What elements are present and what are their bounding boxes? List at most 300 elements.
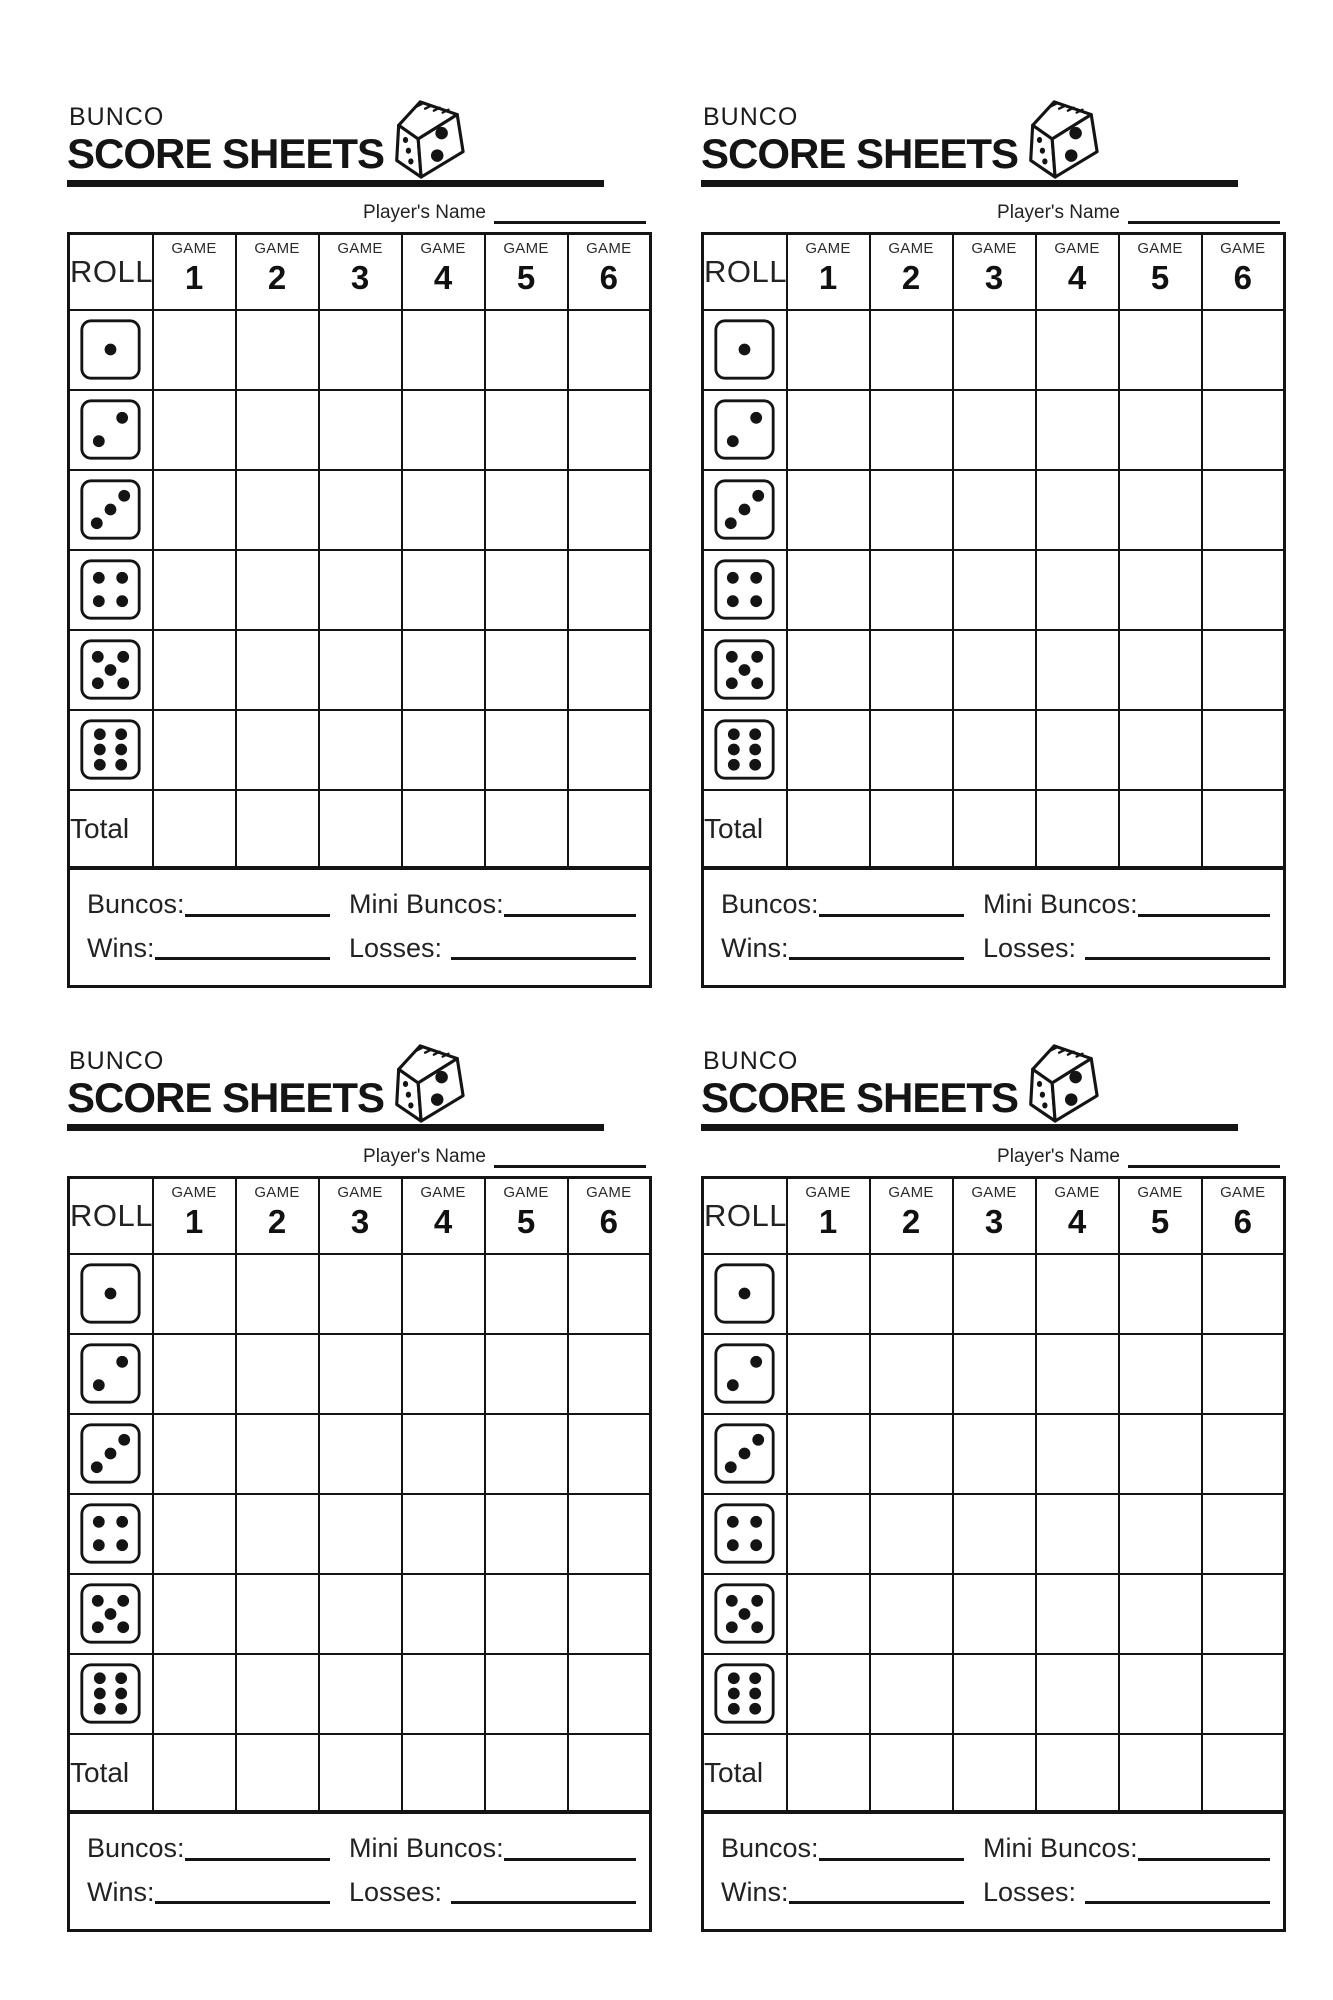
score-cell[interactable] (236, 1574, 319, 1654)
score-cell[interactable] (568, 1654, 651, 1734)
total-cell[interactable] (787, 790, 870, 869)
game-number: 3 (350, 258, 370, 296)
die-1-icon (703, 1254, 787, 1334)
score-cell[interactable] (402, 310, 485, 390)
score-table (701, 232, 1286, 870)
score-cell[interactable] (787, 470, 870, 550)
score-cell[interactable] (1202, 550, 1285, 630)
score-cell[interactable] (870, 1654, 953, 1734)
player-name-label: Player's Name (363, 1145, 486, 1167)
score-cell[interactable] (1036, 1254, 1119, 1334)
total-cell[interactable] (787, 1734, 870, 1813)
sheet-title: SCORE SHEETS (67, 129, 385, 177)
title-underline (67, 1124, 604, 1131)
game-label: GAME (337, 239, 383, 257)
mini-buncos-label: Mini Buncos: (983, 1833, 1138, 1864)
total-cell[interactable] (153, 1734, 236, 1813)
score-cell[interactable] (1036, 1654, 1119, 1734)
score-cell[interactable] (1202, 1654, 1285, 1734)
score-cell[interactable] (953, 470, 1036, 550)
game-header-cell (787, 233, 870, 310)
score-cell[interactable] (953, 1414, 1036, 1494)
score-cell[interactable] (153, 1334, 236, 1414)
title-underline (67, 180, 604, 187)
game-label: GAME (254, 1183, 300, 1201)
score-cell[interactable] (953, 710, 1036, 790)
score-cell[interactable] (568, 310, 651, 390)
sheet-title: SCORE SHEETS (701, 129, 1019, 177)
score-cell[interactable] (153, 470, 236, 550)
game-header-cell (1119, 1177, 1202, 1254)
score-cell[interactable] (953, 550, 1036, 630)
roll-header-cell: ROLL (69, 1177, 153, 1254)
game-number: 2 (267, 1202, 287, 1240)
score-cell[interactable] (402, 710, 485, 790)
score-cell[interactable] (236, 470, 319, 550)
tilted-die-logo-icon (385, 94, 467, 182)
total-cell[interactable] (1036, 1734, 1119, 1813)
sheet-title: SCORE SHEETS (67, 1073, 385, 1121)
score-cell[interactable] (319, 310, 402, 390)
roll-row-2 (69, 1334, 651, 1414)
total-cell[interactable] (402, 1734, 485, 1813)
roll-row-5 (69, 630, 651, 710)
wins-blank-line[interactable] (789, 1901, 965, 1904)
die-3-icon (703, 470, 787, 550)
game-number: 3 (984, 1202, 1004, 1240)
roll-row-1 (703, 310, 1285, 390)
bunco-score-sheet (67, 1048, 652, 1932)
score-cell[interactable] (153, 1414, 236, 1494)
roll-row-3 (703, 1414, 1285, 1494)
buncos-segment (721, 890, 964, 918)
score-cell[interactable] (787, 630, 870, 710)
die-6-icon (69, 1654, 153, 1734)
score-cell[interactable] (953, 1334, 1036, 1414)
score-cell[interactable] (319, 1254, 402, 1334)
score-cell[interactable] (1119, 1494, 1202, 1574)
score-cell[interactable] (153, 550, 236, 630)
score-cell[interactable] (870, 550, 953, 630)
score-cell[interactable] (485, 1494, 568, 1574)
score-cell[interactable] (787, 1654, 870, 1734)
total-row (69, 790, 651, 869)
score-cell[interactable] (402, 390, 485, 470)
score-cell[interactable] (787, 1334, 870, 1414)
die-2-icon (703, 1334, 787, 1414)
score-cell[interactable] (485, 630, 568, 710)
score-cell[interactable] (1036, 550, 1119, 630)
total-cell[interactable] (870, 1734, 953, 1813)
roll-row-5 (703, 630, 1285, 710)
roll-row-3 (69, 470, 651, 550)
mini-buncos-segment (983, 1834, 1270, 1862)
total-row (69, 1734, 651, 1813)
wins-blank-line[interactable] (789, 957, 965, 960)
game-number: 6 (1233, 1202, 1252, 1240)
game-number: 4 (433, 1202, 453, 1240)
score-cell[interactable] (153, 390, 236, 470)
score-cell[interactable] (485, 1574, 568, 1654)
score-cell[interactable] (1036, 470, 1119, 550)
game-label: GAME (1054, 1183, 1100, 1201)
roll-row-5 (703, 1574, 1285, 1654)
score-cell[interactable] (236, 390, 319, 470)
buncos-line-row (721, 1834, 1270, 1862)
title-underline (701, 180, 1238, 187)
tilted-die-logo-icon (1019, 1038, 1101, 1126)
score-cell[interactable] (319, 1654, 402, 1734)
score-cell[interactable] (1119, 550, 1202, 630)
player-name-line[interactable] (1128, 219, 1280, 224)
wins-label: Wins: (721, 932, 789, 963)
losses-segment (983, 1878, 1270, 1906)
score-cell[interactable] (1119, 710, 1202, 790)
game-header-cell (402, 1177, 485, 1254)
score-cell[interactable] (568, 1574, 651, 1654)
score-cell[interactable] (153, 1654, 236, 1734)
mini-buncos-blank-line[interactable] (504, 1858, 636, 1861)
mini-buncos-label: Mini Buncos: (349, 889, 504, 920)
game-header-cell (870, 1177, 953, 1254)
score-cell[interactable] (1036, 390, 1119, 470)
score-cell[interactable] (787, 390, 870, 470)
score-cell[interactable] (402, 1334, 485, 1414)
game-label: GAME (171, 1183, 217, 1201)
die-2-icon (703, 390, 787, 470)
game-label: GAME (1220, 239, 1266, 257)
roll-row-6 (703, 1654, 1285, 1734)
roll-row-1 (69, 1254, 651, 1334)
score-cell[interactable] (870, 310, 953, 390)
buncos-segment (87, 890, 330, 918)
mini-buncos-segment (349, 1834, 636, 1862)
total-cell[interactable] (485, 1734, 568, 1813)
die-1-icon (69, 1254, 153, 1334)
score-cell[interactable] (1202, 390, 1285, 470)
score-cell[interactable] (953, 1654, 1036, 1734)
losses-blank-line[interactable] (1085, 1901, 1270, 1904)
score-cell[interactable] (953, 390, 1036, 470)
score-cell[interactable] (236, 310, 319, 390)
player-name-line[interactable] (494, 219, 646, 224)
total-cell[interactable] (236, 790, 319, 869)
total-cell[interactable] (1036, 790, 1119, 869)
player-name-line[interactable] (494, 1163, 646, 1168)
score-cell[interactable] (1202, 470, 1285, 550)
score-cell[interactable] (1202, 1574, 1285, 1654)
score-cell[interactable] (1119, 470, 1202, 550)
total-cell[interactable] (1119, 1734, 1202, 1813)
sheet-header (701, 104, 1286, 187)
score-cell[interactable] (319, 1494, 402, 1574)
game-header-cell (236, 233, 319, 310)
score-cell[interactable] (402, 550, 485, 630)
game-label: GAME (586, 239, 632, 257)
total-cell[interactable] (1202, 790, 1285, 869)
score-cell[interactable] (870, 1334, 953, 1414)
die-5-icon (703, 1574, 787, 1654)
die-2-icon (69, 1334, 153, 1414)
mini-buncos-blank-line[interactable] (1138, 1858, 1270, 1861)
tilted-die-logo-icon (385, 1038, 467, 1126)
game-header-cell (953, 1177, 1036, 1254)
total-cell[interactable] (953, 1734, 1036, 1813)
score-cell[interactable] (485, 390, 568, 470)
total-cell[interactable] (319, 1734, 402, 1813)
score-cell[interactable] (1119, 390, 1202, 470)
game-header-cell (236, 1177, 319, 1254)
total-cell[interactable] (402, 790, 485, 869)
score-cell[interactable] (1202, 1334, 1285, 1414)
game-label: GAME (503, 1183, 549, 1201)
total-cell[interactable] (236, 1734, 319, 1813)
score-cell[interactable] (787, 1494, 870, 1574)
score-cell[interactable] (1202, 1494, 1285, 1574)
score-cell[interactable] (787, 550, 870, 630)
score-cell[interactable] (787, 1254, 870, 1334)
score-cell[interactable] (1119, 1574, 1202, 1654)
score-cell[interactable] (402, 630, 485, 710)
score-cell[interactable] (1119, 310, 1202, 390)
score-cell[interactable] (236, 1654, 319, 1734)
score-cell[interactable] (319, 390, 402, 470)
score-cell[interactable] (402, 1654, 485, 1734)
game-header-cell (1119, 233, 1202, 310)
score-cell[interactable] (236, 1414, 319, 1494)
total-cell[interactable] (1202, 1734, 1285, 1813)
score-cell[interactable] (1036, 630, 1119, 710)
score-cell[interactable] (953, 1254, 1036, 1334)
game-number: 3 (350, 1202, 370, 1240)
losses-blank-line[interactable] (1085, 957, 1270, 960)
score-cell[interactable] (485, 470, 568, 550)
score-cell[interactable] (953, 310, 1036, 390)
game-number: 1 (818, 1202, 838, 1240)
score-cell[interactable] (787, 310, 870, 390)
roll-header-cell: ROLL (703, 233, 787, 310)
score-cell[interactable] (568, 710, 651, 790)
losses-blank-line[interactable] (451, 957, 636, 960)
score-cell[interactable] (1119, 1654, 1202, 1734)
score-cell[interactable] (568, 630, 651, 710)
score-cell[interactable] (1119, 630, 1202, 710)
score-cell[interactable] (236, 1254, 319, 1334)
game-label: GAME (971, 239, 1017, 257)
game-number: 4 (1067, 258, 1087, 296)
roll-row-4 (703, 1494, 1285, 1574)
score-cell[interactable] (1036, 310, 1119, 390)
score-cell[interactable] (1202, 710, 1285, 790)
score-cell[interactable] (1119, 1254, 1202, 1334)
score-cell[interactable] (870, 1414, 953, 1494)
brand-text: BUNCO (69, 103, 165, 131)
score-cell[interactable] (485, 1414, 568, 1494)
roll-header-cell: ROLL (69, 233, 153, 310)
score-cell[interactable] (236, 710, 319, 790)
brand-text: BUNCO (703, 1047, 799, 1076)
score-cell[interactable] (319, 550, 402, 630)
score-cell[interactable] (153, 1574, 236, 1654)
score-cell[interactable] (1036, 710, 1119, 790)
buncos-line-row (721, 890, 1270, 918)
die-4-icon (69, 550, 153, 630)
score-cell[interactable] (402, 1254, 485, 1334)
game-number: 6 (1233, 258, 1252, 296)
game-number: 5 (516, 258, 536, 296)
score-cell[interactable] (870, 1574, 953, 1654)
total-cell[interactable] (870, 790, 953, 869)
score-cell[interactable] (568, 390, 651, 470)
total-cell[interactable] (153, 790, 236, 869)
score-cell[interactable] (236, 630, 319, 710)
die-4-icon (703, 550, 787, 630)
score-cell[interactable] (402, 1574, 485, 1654)
losses-segment (983, 934, 1270, 962)
losses-blank-line[interactable] (451, 1901, 636, 1904)
score-cell[interactable] (870, 710, 953, 790)
score-cell[interactable] (485, 550, 568, 630)
buncos-blank-line[interactable] (819, 1858, 964, 1861)
score-cell[interactable] (319, 1574, 402, 1654)
score-cell[interactable] (1202, 1414, 1285, 1494)
game-label: GAME (420, 1183, 466, 1201)
score-cell[interactable] (568, 550, 651, 630)
roll-row-1 (69, 310, 651, 390)
total-cell[interactable] (568, 790, 651, 869)
score-cell[interactable] (236, 550, 319, 630)
die-5-icon (69, 1574, 153, 1654)
score-cell[interactable] (319, 630, 402, 710)
score-cell[interactable] (402, 1414, 485, 1494)
score-cell[interactable] (870, 1254, 953, 1334)
mini-buncos-blank-line[interactable] (1138, 914, 1270, 917)
score-cell[interactable] (402, 470, 485, 550)
wins-label: Wins: (721, 1876, 789, 1907)
score-cell[interactable] (568, 1414, 651, 1494)
score-cell[interactable] (870, 390, 953, 470)
roll-row-3 (69, 1414, 651, 1494)
buncos-blank-line[interactable] (185, 1858, 330, 1861)
game-label: GAME (586, 1183, 632, 1201)
game-number: 5 (1150, 1202, 1170, 1240)
score-cell[interactable] (1036, 1334, 1119, 1414)
score-cell[interactable] (236, 1494, 319, 1574)
score-cell[interactable] (568, 470, 651, 550)
total-cell[interactable] (953, 790, 1036, 869)
total-cell[interactable] (568, 1734, 651, 1813)
score-cell[interactable] (485, 710, 568, 790)
roll-row-4 (69, 550, 651, 630)
game-header-cell (153, 1177, 236, 1254)
roll-row-6 (69, 710, 651, 790)
score-cell[interactable] (1036, 1414, 1119, 1494)
game-header-cell (787, 1177, 870, 1254)
wins-blank-line[interactable] (155, 1901, 331, 1904)
roll-row-4 (703, 550, 1285, 630)
header-row (703, 1177, 1285, 1254)
game-header-cell (568, 1177, 651, 1254)
score-cell[interactable] (153, 310, 236, 390)
mini-buncos-blank-line[interactable] (504, 914, 636, 917)
score-cell[interactable] (402, 1494, 485, 1574)
game-label: GAME (888, 239, 934, 257)
score-cell[interactable] (485, 310, 568, 390)
score-cell[interactable] (153, 1254, 236, 1334)
total-row (703, 790, 1285, 869)
wins-segment (87, 1878, 330, 1906)
score-cell[interactable] (319, 1414, 402, 1494)
wins-line-row (721, 1878, 1270, 1906)
total-cell[interactable] (1119, 790, 1202, 869)
score-cell[interactable] (1202, 1254, 1285, 1334)
score-cell[interactable] (870, 470, 953, 550)
game-number: 3 (984, 258, 1004, 296)
buncos-segment (87, 1834, 330, 1862)
score-cell[interactable] (568, 1494, 651, 1574)
score-cell[interactable] (1119, 1414, 1202, 1494)
player-name-line[interactable] (1128, 1163, 1280, 1168)
buncos-blank-line[interactable] (819, 914, 964, 917)
score-cell[interactable] (870, 1494, 953, 1574)
score-cell[interactable] (236, 1334, 319, 1414)
score-cell[interactable] (1036, 1494, 1119, 1574)
title-underline (701, 1124, 1238, 1131)
score-cell[interactable] (1202, 310, 1285, 390)
score-cell[interactable] (153, 630, 236, 710)
game-label: GAME (805, 1183, 851, 1201)
score-cell[interactable] (319, 710, 402, 790)
game-label: GAME (1137, 1183, 1183, 1201)
losses-label: Losses: (349, 1876, 443, 1907)
score-cell[interactable] (1036, 1574, 1119, 1654)
score-cell[interactable] (568, 1334, 651, 1414)
total-cell[interactable] (319, 790, 402, 869)
game-number: 4 (433, 258, 453, 296)
score-cell[interactable] (1202, 630, 1285, 710)
mini-buncos-label: Mini Buncos: (983, 889, 1138, 920)
game-header-cell (953, 233, 1036, 310)
score-cell[interactable] (485, 1334, 568, 1414)
score-cell[interactable] (1119, 1334, 1202, 1414)
game-number: 6 (599, 1202, 618, 1240)
score-cell[interactable] (153, 710, 236, 790)
total-cell[interactable] (485, 790, 568, 869)
wins-label: Wins: (87, 932, 155, 963)
score-cell[interactable] (568, 1254, 651, 1334)
buncos-blank-line[interactable] (185, 914, 330, 917)
score-cell[interactable] (870, 630, 953, 710)
die-6-icon (703, 1654, 787, 1734)
score-cell[interactable] (787, 1574, 870, 1654)
wins-segment (721, 1878, 964, 1906)
score-cell[interactable] (485, 1254, 568, 1334)
score-cell[interactable] (787, 1414, 870, 1494)
wins-label: Wins: (87, 1876, 155, 1907)
score-cell[interactable] (787, 710, 870, 790)
roll-row-2 (703, 390, 1285, 470)
score-cell[interactable] (953, 1494, 1036, 1574)
score-cell[interactable] (153, 1494, 236, 1574)
game-header-cell (1202, 233, 1285, 310)
score-cell[interactable] (319, 1334, 402, 1414)
roll-row-1 (703, 1254, 1285, 1334)
score-cell[interactable] (319, 470, 402, 550)
wins-blank-line[interactable] (155, 957, 331, 960)
score-cell[interactable] (953, 630, 1036, 710)
score-cell[interactable] (485, 1654, 568, 1734)
score-cell[interactable] (953, 1574, 1036, 1654)
